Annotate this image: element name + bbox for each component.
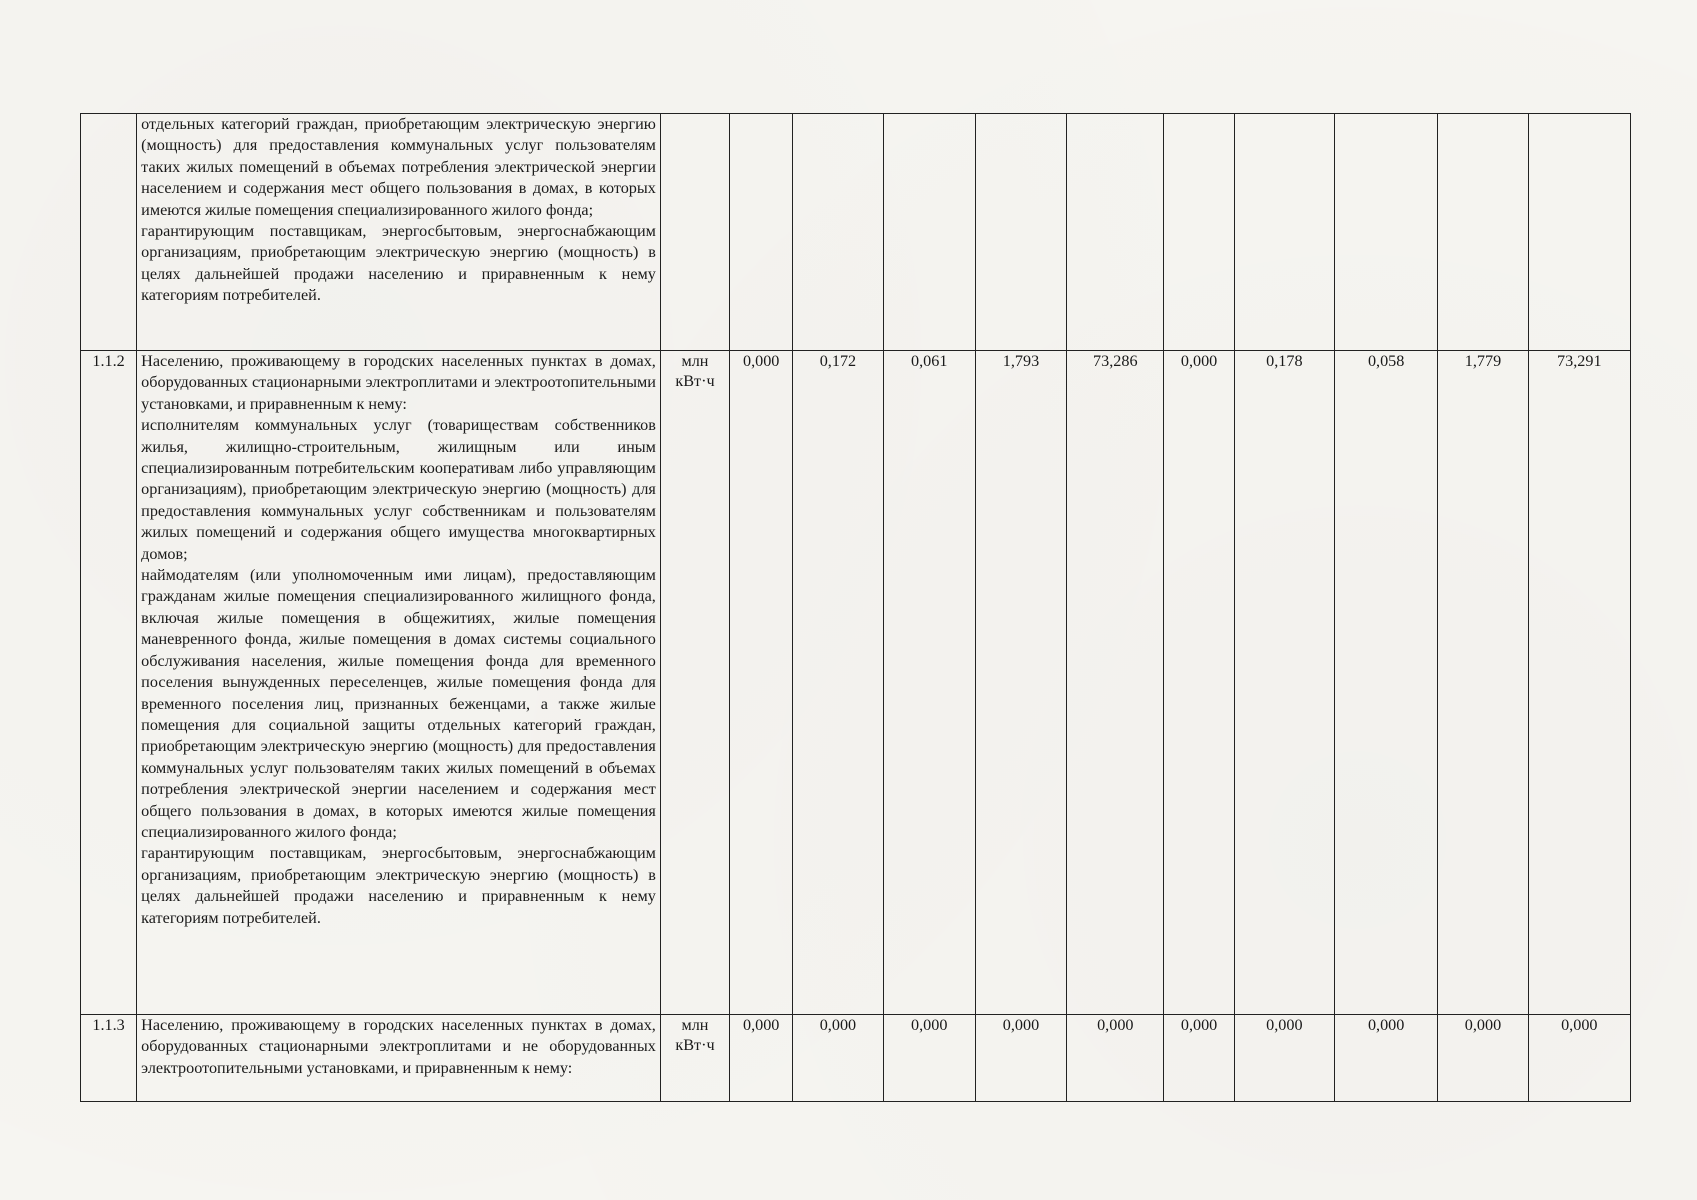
- row-number: [81, 114, 137, 351]
- value-cell: 0,000: [1067, 1015, 1164, 1102]
- value-cell: 0,000: [1164, 351, 1234, 1015]
- value-cell: [793, 114, 883, 351]
- description-paragraph: гарантирующим поставщикам, энергосбытовым, энергоснабжающим организациям, приобретающим электрическую энергию (мощность) в целях дальнейшей продажи населению и приравненным к нему категориям потребителей.: [141, 222, 656, 305]
- unit-cell: млн кВт·ч: [660, 351, 729, 1015]
- value-cell: [1438, 114, 1528, 351]
- value-cell: 73,291: [1528, 351, 1630, 1015]
- value-cell: [975, 114, 1066, 351]
- description-paragraph: наймодателям (или уполномоченным ими лицам), предоставляющим гражданам жилые помещения специализированного жилищного фонда, включая жилые помещения в общежитиях, жилые помещения маневренного фонда, жилые помещения в домах системы социального обслуживания населения, жилые помещения фонда для временного поселения вынужденных переселенцев, жилые помещения фонда для временного поселения лиц, признанных беженцами, а также жилые помещения для социальной защиты отдельных категорий граждан, приобретающим электрическую энергию (мощность) для предоставления коммунальных услуг пользователям таких жилых помещений в объемах потребления электрической энергии населением и содержания мест общего пользования в домах, в которых имеются жилые помещения специализированного жилого фонда;: [141, 566, 656, 841]
- value-cell: 0,061: [883, 351, 975, 1015]
- unit-cell: [660, 114, 729, 351]
- value-cell: [1164, 114, 1234, 351]
- value-cell: 0,000: [1438, 1015, 1528, 1102]
- description-paragraph: Населению, проживающему в городских населенных пунктах в домах, оборудованных стационарными электроплитами и не оборудованных электроотопительными установками, и приравненным к нему:: [141, 1016, 656, 1077]
- table-row: [81, 351, 1631, 1015]
- value-cell: 1,779: [1438, 351, 1528, 1015]
- value-cell: 0,000: [975, 1015, 1066, 1102]
- description-paragraph: Населению, проживающему в городских населенных пунктах в домах, оборудованных стационарными электроплитами и электроотопительными установками, и приравненным к нему:: [141, 352, 656, 413]
- row-description: [137, 114, 661, 351]
- description-paragraph: отдельных категорий граждан, приобретающим электрическую энергию (мощность) для предоставления коммунальных услуг пользователям таких жилых помещений в объемах потребления электрической энергии населением и содержания мест общего пользования в домах, в которых имеются жилые помещения специализированного жилого фонда;: [141, 115, 656, 219]
- value-cell: 0,000: [1334, 1015, 1437, 1102]
- value-cell: 0,000: [1528, 1015, 1630, 1102]
- row-description: [137, 351, 661, 1015]
- value-cell: [1234, 114, 1334, 351]
- table-row: [81, 1015, 1631, 1102]
- table-row: [81, 114, 1631, 351]
- value-cell: 73,286: [1067, 351, 1164, 1015]
- value-cell: [1334, 114, 1437, 351]
- value-cell: 0,000: [1234, 1015, 1334, 1102]
- value-cell: 0,000: [730, 1015, 793, 1102]
- value-cell: 0,172: [793, 351, 883, 1015]
- value-cell: 0,058: [1334, 351, 1437, 1015]
- value-cell: 0,000: [730, 351, 793, 1015]
- value-cell: 0,000: [1164, 1015, 1234, 1102]
- value-cell: 0,178: [1234, 351, 1334, 1015]
- unit-cell: млн кВт·ч: [660, 1015, 729, 1102]
- value-cell: [883, 114, 975, 351]
- value-cell: 0,000: [793, 1015, 883, 1102]
- value-cell: 0,000: [883, 1015, 975, 1102]
- value-cell: [1528, 114, 1630, 351]
- energy-consumption-table: [80, 113, 1631, 1102]
- value-cell: [1067, 114, 1164, 351]
- row-number: 1.1.2: [81, 351, 137, 1015]
- row-description: [137, 1015, 661, 1102]
- description-paragraph: гарантирующим поставщикам, энергосбытовым, энергоснабжающим организациям, приобретающим электрическую энергию (мощность) в целях дальнейшей продажи населению и приравненным к нему категориям потребителей.: [141, 844, 656, 927]
- row-number: 1.1.3: [81, 1015, 137, 1102]
- value-cell: [730, 114, 793, 351]
- description-paragraph: исполнителям коммунальных услуг (товариществам собственников жилья, жилищно-строительным, жилищным или иным специализированным потребительским кооперативам либо управляющим организациям), приобретающим электрическую энергию (мощность) для предоставления коммунальных услуг собственникам и пользователям жилых помещений и содержания общего имущества многоквартирных домов;: [141, 416, 656, 563]
- value-cell: 1,793: [975, 351, 1066, 1015]
